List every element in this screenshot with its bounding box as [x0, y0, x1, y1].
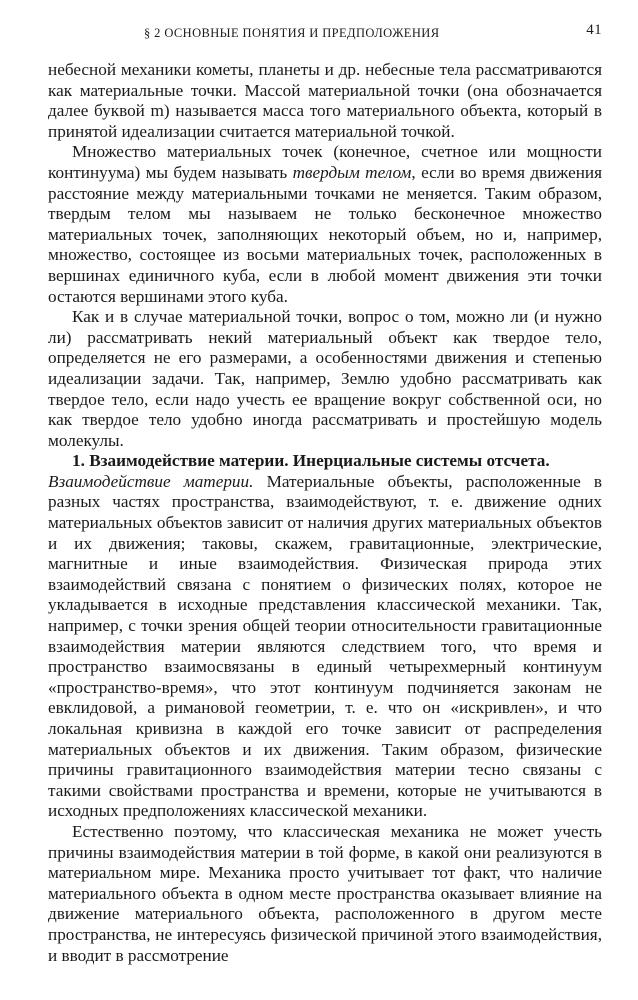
term-rigid-body: твердым телом: [292, 162, 412, 182]
paragraph-3: Как и в случае материальной точки, вопрос о том, можно ли (и нужно ли) рассматривать некий материальный объект как твердое тело, определяется не его размерами, а особенностями движения и степенью идеализации задачи. Так, например, Землю удобно рассматривать как твердое тело, если надо учесть ее вращение вокруг собственной оси, но как твердое тело удобно иногда рассматривать и простейшую модель молекулы.: [48, 307, 602, 450]
body-text: [48, 60, 602, 966]
running-header: [48, 22, 602, 46]
paragraph-4: [48, 472, 602, 822]
running-title: § 2 ОСНОВНЫЕ ПОНЯТИЯ И ПРЕДПОЛОЖЕНИЯ: [144, 26, 440, 40]
paragraph-5: Естественно поэтому, что классическая механика не может учесть причины взаимодействия материи в той форме, в какой они реализуются в материальном мире. Механика просто учитывает тот факт, что наличие материального объекта в одном месте пространства оказывает влияние на движение материального объекта, расположенного в другом месте пространства, не интересуясь физической причиной этого взаимодействия, и вводит в рассмотрение: [48, 821, 602, 965]
paragraph-2-start: Множество материальных точек (конечное, счетное или мощности континуума) мы будем называть: [48, 142, 602, 182]
paragraph-1: небесной механики кометы, планеты и др. небесные тела рассматриваются как материальные точки. Массой материальной точки (она обозначается далее буквой m) называется масса того материального объекта, который в принятой идеализации считается материальной точкой.: [48, 60, 602, 141]
paragraph-2: [48, 142, 602, 307]
term-interaction: Взаимодействие материи.: [48, 471, 254, 491]
paragraph-4-rest: Материальные объекты, расположенные в разных частях пространства, взаимодействуют, т. е. движение одних материальных объектов зависит от наличия других материальных объектов и их движения; таковы, скажем, гравитационные, электрические, магнитные и иные взаимодействия. Физическая природа этих взаимодействий связана с понятием о физических полях, которое не укладывается в исходные представления классической механики. Так, например, с точки зрения общей теории относительности гравитационные взаимодействия материи являются следствием того, что время и пространство взаимосвязаны в единый четырехмерный континуум «пространство-время», что этот континуум подчиняется законам не евклидовой, а римановой геометрии, т. е. что он «искривлен», и что локальная кривизна в каждой его точке зависит от распределения материальных объектов и их движения. Таким образом, физические причины гравитационного взаимодействия материи тесно связаны с такими свойствами пространства и времени, которые не учитываются в исходных предположениях классической механики.: [48, 471, 603, 821]
page-number: 41: [586, 22, 602, 38]
paragraph-2-rest: , если во время движения расстояние между материальными точками не меняется. Таким образом, твердым телом мы называем не только бесконечное множество материальных точек, заполняющих некоторый объем, но и, например, множество, состоящее из восьми материальных точек, расположенных в вершинах единичного куба, если в любой момент движения эти точки остаются вершинами этого куба.: [48, 162, 602, 306]
section-heading: 1. Взаимодействие материи. Инерциальные системы отсчета.: [72, 451, 550, 471]
